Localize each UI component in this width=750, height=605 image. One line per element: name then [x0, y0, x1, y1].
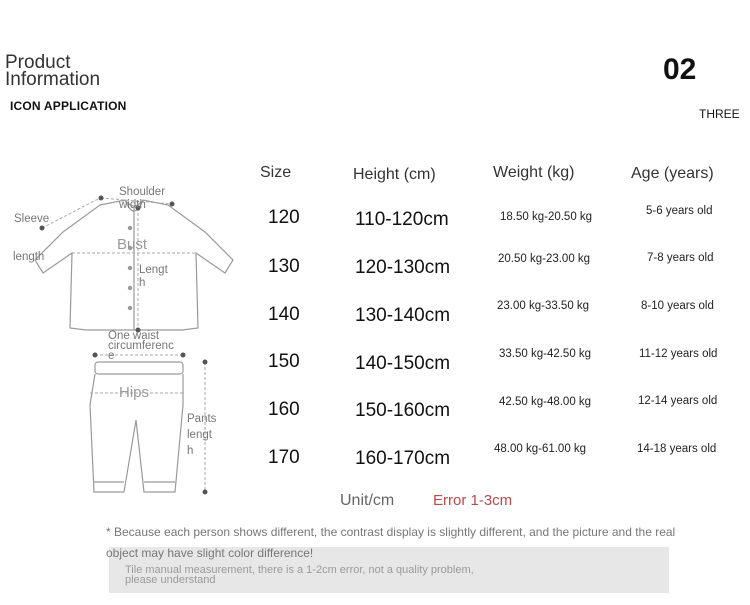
height-cell: 120-130cm [355, 257, 451, 278]
product-information-title [5, 54, 100, 88]
weight-cell: 42.50 kg-48.00 kg [499, 396, 592, 408]
weight-cell: 20.50 kg-23.00 kg [498, 253, 591, 265]
measurement-note-line2: please understand [125, 574, 216, 586]
page-number: 02 [663, 53, 697, 86]
height-cell: 140-150cm [355, 353, 451, 374]
age-cell: 14-18 years old [637, 443, 717, 455]
weight-cell: 18.50 kg-20.50 kg [500, 211, 593, 223]
height-cell: 110-120cm [355, 209, 449, 230]
pants-length-label [187, 411, 216, 459]
top-length-line1: Lengt [139, 264, 168, 276]
size-cell: 150 [268, 351, 300, 372]
jacket-drawing [35, 200, 233, 330]
title-line-1: Product [5, 52, 71, 73]
sleeve-length-label: length [13, 251, 45, 263]
error-label: Error 1-3cm [433, 492, 513, 509]
jacket-measure-lines [42, 198, 196, 330]
pants-length-line2: lengt [187, 429, 212, 441]
size-cell: 140 [268, 304, 300, 325]
top-length-line2: h [139, 277, 146, 289]
waist-label [108, 331, 174, 361]
column-header-age: Age (years) [631, 165, 714, 182]
title-line-2: Information [5, 69, 101, 90]
column-header-size: Size [260, 164, 292, 181]
age-cell: 8-10 years old [641, 300, 714, 312]
age-cell: 5-6 years old [646, 205, 713, 217]
age-cell: 12-14 years old [638, 395, 718, 407]
age-cell: 11-12 years old [639, 348, 718, 360]
bust-label: Bust [117, 236, 148, 253]
shoulder-width-label [119, 186, 165, 212]
column-header-weight: Weight (kg) [493, 164, 575, 181]
size-cell: 170 [268, 447, 300, 468]
color-difference-note: * Because each person shows different, the contrast display is slightly different, and the picture and the real object may have slight color difference! [106, 525, 676, 560]
measurement-note-line1: Tile manual measurement, there is a 1-2cm error, not a quality problem, [125, 564, 474, 576]
height-cell: 160-170cm [355, 448, 451, 469]
age-cell: 7-8 years old [647, 252, 714, 264]
size-cell: 160 [268, 399, 300, 420]
shoulder-label-line2: width [119, 199, 146, 211]
height-cell: 150-160cm [355, 400, 451, 421]
unit-label: Unit/cm [340, 492, 395, 509]
top-length-label [139, 264, 168, 290]
weight-cell: 33.50 kg-42.50 kg [499, 348, 592, 360]
waist-line1: One waist [108, 330, 160, 342]
height-cell: 130-140cm [355, 305, 451, 326]
pants-length-line1: Pants [187, 413, 217, 425]
size-cell: 120 [268, 207, 300, 228]
size-cell: 130 [268, 256, 300, 277]
weight-cell: 23.00 kg-33.50 kg [497, 300, 590, 312]
measurement-error-note [125, 565, 545, 585]
column-header-height: Height (cm) [353, 166, 436, 183]
page-word: THREE [699, 107, 740, 121]
sleeve-label: Sleeve [14, 213, 50, 225]
pants-drawing [90, 362, 183, 492]
shoulder-label-line1: Shoulder [119, 186, 166, 198]
waist-line2: circumferenc [108, 340, 174, 352]
pants-length-line3: h [187, 445, 194, 457]
icon-application-subtitle: ICON APPLICATION [10, 99, 127, 113]
waist-line3: e [108, 350, 115, 362]
hips-label: Hips [119, 384, 150, 401]
weight-cell: 48.00 kg-61.00 kg [494, 443, 587, 455]
